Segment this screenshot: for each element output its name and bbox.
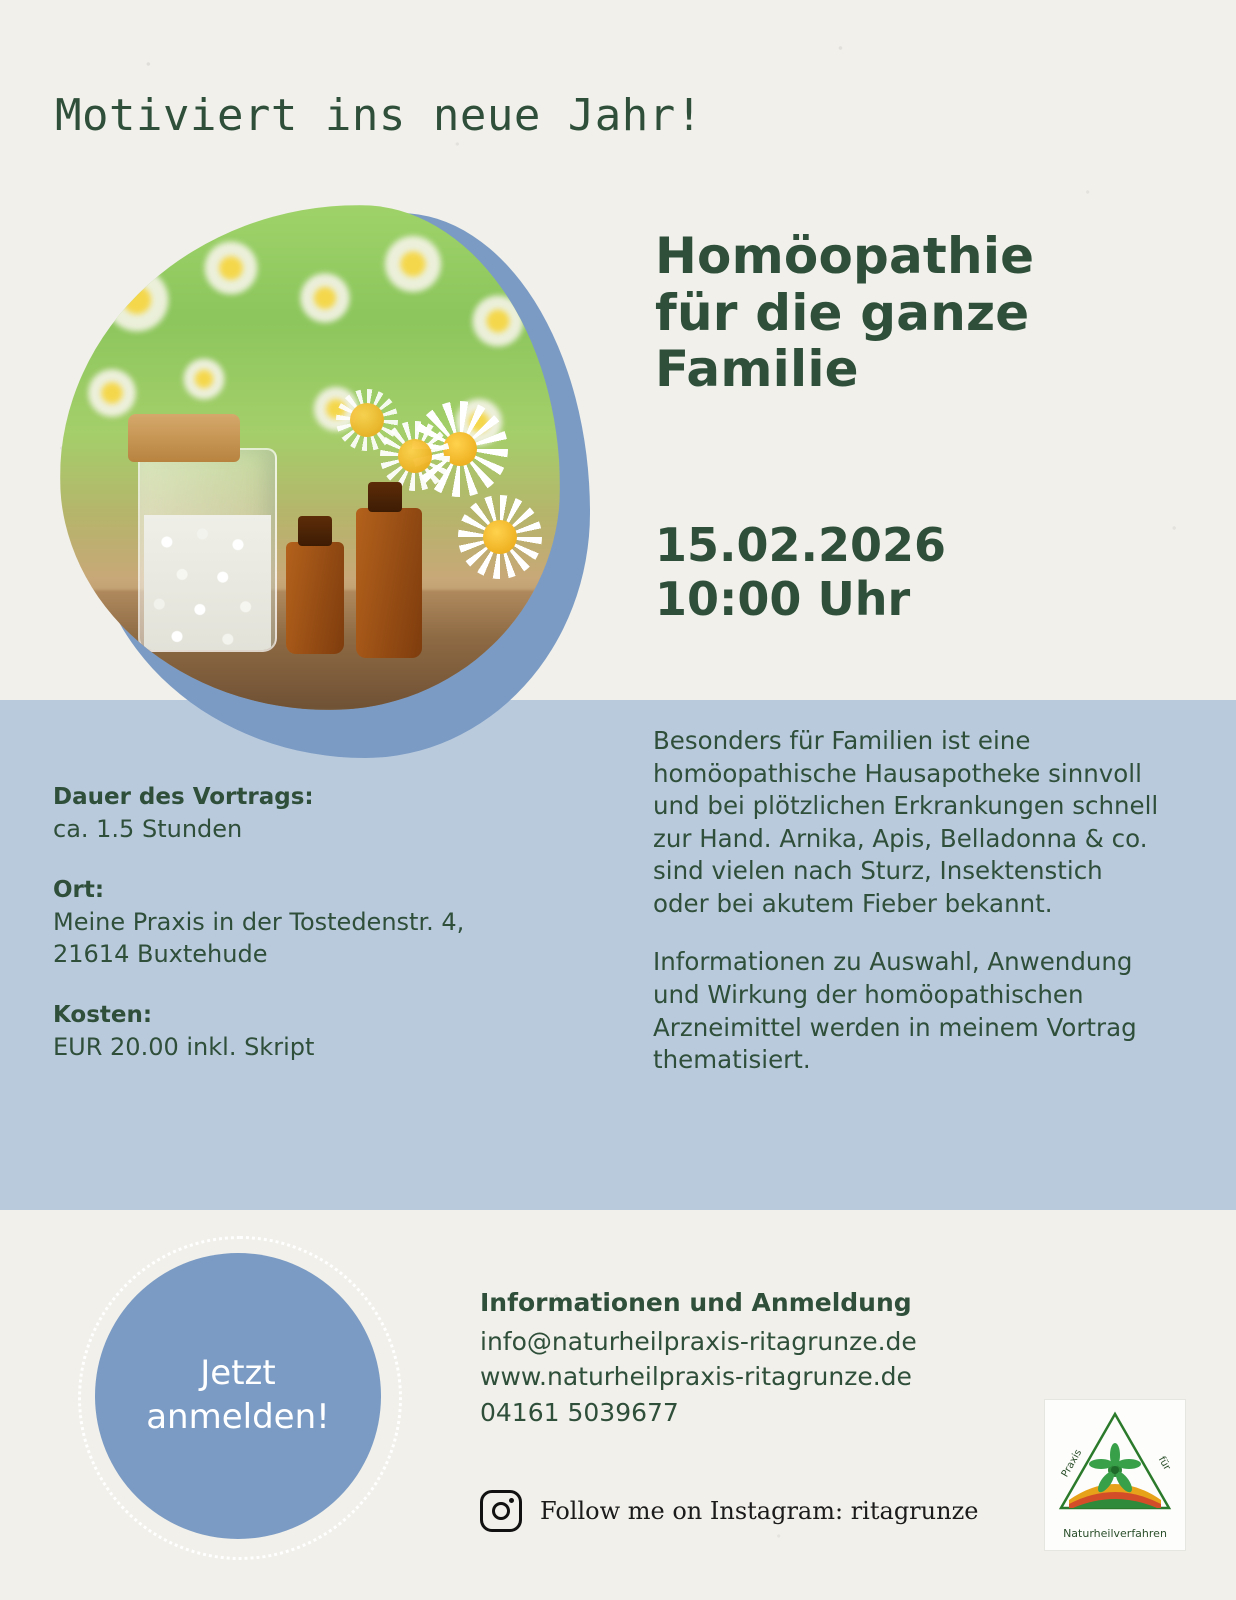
event-datetime bbox=[655, 518, 1125, 627]
blurred-daisy-icon bbox=[84, 365, 140, 421]
logo-text-naturheilverfahren: Naturheilverfahren bbox=[1063, 1527, 1167, 1540]
globuli-jar bbox=[138, 448, 277, 652]
description-text bbox=[653, 725, 1163, 1103]
instagram-handle-text: Follow me on Instagram: ritagrunze bbox=[540, 1497, 979, 1525]
location-line-1: Meine Praxis in der Tostedenstr. 4, bbox=[53, 907, 465, 936]
blurred-daisy-icon bbox=[380, 231, 446, 297]
description-paragraph-2: Informationen zu Auswahl, Anwendung und Wirkung der homöopathischen Arzneimittel werden in meinem Vortrag thematisiert. bbox=[653, 947, 1137, 1075]
logo-text-fuer: für bbox=[1155, 1454, 1173, 1473]
location-label: Ort: bbox=[53, 876, 105, 903]
contact-website[interactable]: www.naturheilpraxis-ritagrunze.de bbox=[480, 1362, 912, 1391]
signup-button-label bbox=[146, 1352, 330, 1439]
logo-text-praxis: Praxis bbox=[1059, 1447, 1085, 1480]
remedy-vial bbox=[286, 542, 344, 654]
event-time: 10:00 Uhr bbox=[655, 572, 911, 627]
duration-value: ca. 1.5 Stunden bbox=[53, 814, 243, 843]
cost-label: Kosten: bbox=[53, 1002, 153, 1029]
duration-label: Dauer des Vortrags: bbox=[53, 784, 314, 810]
event-title: Homöopathie für die ganze Familie bbox=[655, 227, 1035, 398]
cork-stopper bbox=[128, 414, 240, 462]
poster-headline: Motiviert ins neue Jahr! bbox=[55, 90, 703, 141]
contact-block bbox=[480, 1285, 1100, 1430]
instagram-icon[interactable] bbox=[480, 1490, 522, 1532]
remedy-vial bbox=[356, 508, 422, 658]
contact-email[interactable]: info@naturheilpraxis-ritagrunze.de bbox=[480, 1326, 917, 1356]
instagram-row[interactable] bbox=[480, 1490, 978, 1532]
blurred-daisy-icon bbox=[200, 237, 262, 299]
signup-button[interactable] bbox=[95, 1253, 381, 1539]
daisy-flower-icon bbox=[336, 389, 398, 451]
event-details bbox=[53, 782, 593, 1063]
signup-badge[interactable] bbox=[78, 1236, 398, 1556]
blurred-daisy-icon bbox=[296, 269, 354, 327]
hero-image-blob bbox=[60, 205, 600, 765]
location-line-2: 21614 Buxtehude bbox=[53, 939, 268, 968]
signup-label-line-1: Jetzt bbox=[200, 1353, 276, 1394]
practice-logo bbox=[1045, 1400, 1185, 1550]
cost-value: EUR 20.00 inkl. Skript bbox=[53, 1032, 315, 1061]
event-date: 15.02.2026 bbox=[655, 518, 947, 572]
description-paragraph-1: Besonders für Familien ist eine homöopathische Hausapotheke sinnvoll und bei plötzlichen Erkrankungen schnell zur Hand. Arnika, Apis, Belladonna & co. sind vielen nach Sturz, Insektenstich oder bei akutem Fieber bekannt. bbox=[653, 726, 1159, 918]
homeopathy-photo bbox=[60, 205, 560, 710]
blurred-daisy-icon bbox=[100, 263, 174, 337]
contact-heading: Informationen und Anmeldung bbox=[480, 1288, 912, 1317]
globuli-pellets bbox=[144, 515, 271, 650]
daisy-flower-icon bbox=[458, 495, 542, 579]
blurred-daisy-icon bbox=[180, 355, 228, 403]
contact-phone[interactable]: 04161 5039677 bbox=[480, 1397, 679, 1427]
signup-label-line-2: anmelden! bbox=[146, 1397, 330, 1437]
blurred-daisy-icon bbox=[468, 291, 528, 351]
